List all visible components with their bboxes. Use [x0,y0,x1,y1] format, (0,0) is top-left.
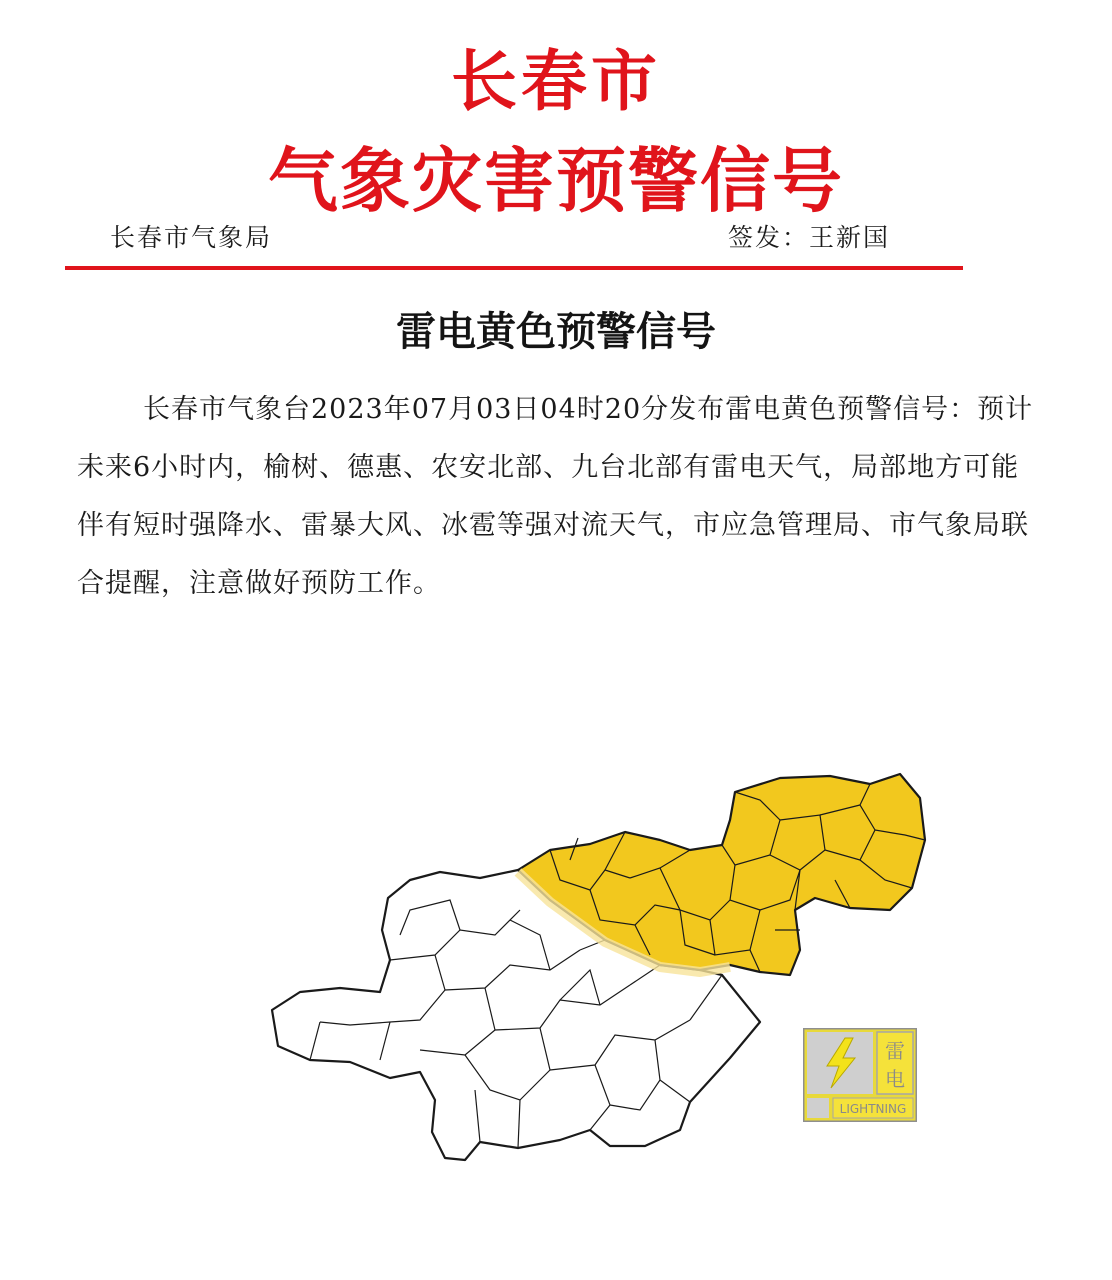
issuer: 长春市气象局 [110,223,273,252]
badge-label: LIGHTNING [839,1102,907,1116]
badge-char-top: 雷 [885,1039,905,1063]
badge-mini-icon [807,1098,829,1118]
city-title: 长春市 [451,43,661,120]
warning-heading: 雷电黄色预警信号 [396,309,716,355]
lightning-warning-badge [803,1028,917,1122]
document-title: 气象灾害预警信号 [268,140,844,222]
badge-char-bottom: 电 [885,1067,905,1091]
signer: 签发：王新国 [728,223,891,252]
warning-body: 长春市气象台2023年07月03日04时20分发布雷电黄色预警信号：预计未来6小时内，榆树、德惠、农安北部、九台北部有雷电天气，局部地方可能伴有短时强降水、雷暴大风、冰雹等强对流天气，市应急管理局、市气象局联合提醒，注意做好预防工作。 [77,394,1034,599]
red-divider [65,266,963,270]
